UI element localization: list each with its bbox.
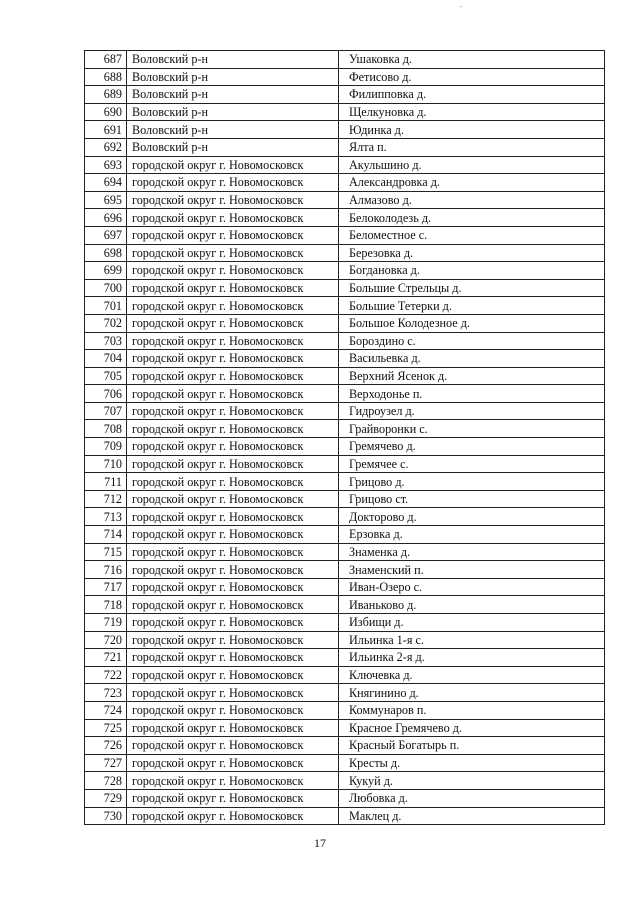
row-number-cell: 709 — [85, 438, 127, 456]
row-number-cell: 706 — [85, 385, 127, 403]
row-number-cell: 713 — [85, 508, 127, 526]
table-row — [85, 350, 605, 368]
row-number-cell: 715 — [85, 543, 127, 561]
row-number-cell: 721 — [85, 649, 127, 667]
settlement-cell: Большое Колодезное д. — [339, 314, 605, 332]
district-cell: городской округ г. Новомосковск — [127, 244, 339, 262]
district-cell: городской округ г. Новомосковск — [127, 473, 339, 491]
settlement-cell: Юдинка д. — [339, 121, 605, 139]
settlement-cell: Большие Тетерки д. — [339, 297, 605, 315]
settlement-cell: Ерзовка д. — [339, 526, 605, 544]
settlement-cell: Васильевка д. — [339, 350, 605, 368]
settlement-cell: Гремячево д. — [339, 438, 605, 456]
row-number-cell: 691 — [85, 121, 127, 139]
district-cell: городской округ г. Новомосковск — [127, 561, 339, 579]
row-number-cell: 712 — [85, 490, 127, 508]
table-row — [85, 332, 605, 350]
settlement-cell: Коммунаров п. — [339, 701, 605, 719]
row-number-cell: 699 — [85, 262, 127, 280]
district-cell: городской округ г. Новомосковск — [127, 191, 339, 209]
row-number-cell: 705 — [85, 367, 127, 385]
settlement-cell: Ялта п. — [339, 138, 605, 156]
district-cell: городской округ г. Новомосковск — [127, 174, 339, 192]
table-row — [85, 367, 605, 385]
district-cell: городской округ г. Новомосковск — [127, 719, 339, 737]
table-row — [85, 490, 605, 508]
district-cell: городской округ г. Новомосковск — [127, 596, 339, 614]
settlement-cell: Щелкуновка д. — [339, 103, 605, 121]
settlement-cell: Княгинино д. — [339, 684, 605, 702]
settlement-cell: Ильинка 2-я д. — [339, 649, 605, 667]
settlement-cell: Алмазово д. — [339, 191, 605, 209]
table-row — [85, 420, 605, 438]
settlement-cell: Александровка д. — [339, 174, 605, 192]
district-cell: городской округ г. Новомосковск — [127, 490, 339, 508]
row-number-cell: 723 — [85, 684, 127, 702]
settlement-cell: Кукуй д. — [339, 772, 605, 790]
district-cell: Воловский р-н — [127, 103, 339, 121]
settlement-cell: Грицово д. — [339, 473, 605, 491]
table-row — [85, 789, 605, 807]
row-number-cell: 708 — [85, 420, 127, 438]
row-number-cell: 693 — [85, 156, 127, 174]
district-cell: городской округ г. Новомосковск — [127, 701, 339, 719]
district-cell: городской округ г. Новомосковск — [127, 614, 339, 632]
settlement-cell: Ключевка д. — [339, 666, 605, 684]
scan-speck — [460, 6, 462, 7]
settlement-cell: Кресты д. — [339, 754, 605, 772]
table-row — [85, 279, 605, 297]
table-row — [85, 666, 605, 684]
table-row — [85, 526, 605, 544]
district-cell: городской округ г. Новомосковск — [127, 332, 339, 350]
settlement-cell: Грайворонки с. — [339, 420, 605, 438]
settlement-cell: Большие Стрельцы д. — [339, 279, 605, 297]
table-row — [85, 596, 605, 614]
table-row — [85, 262, 605, 280]
table-row — [85, 297, 605, 315]
table-row — [85, 68, 605, 86]
table-row — [85, 772, 605, 790]
row-number-cell: 726 — [85, 737, 127, 755]
district-cell: городской округ г. Новомосковск — [127, 684, 339, 702]
row-number-cell: 702 — [85, 314, 127, 332]
district-cell: городской округ г. Новомосковск — [127, 350, 339, 368]
settlement-cell: Верходонье п. — [339, 385, 605, 403]
row-number-cell: 716 — [85, 561, 127, 579]
settlement-cell: Знаменский п. — [339, 561, 605, 579]
table-row — [85, 209, 605, 227]
settlement-cell: Знаменка д. — [339, 543, 605, 561]
page-number: 17 — [314, 836, 326, 850]
row-number-cell: 689 — [85, 86, 127, 104]
settlement-cell: Избищи д. — [339, 614, 605, 632]
table-row — [85, 314, 605, 332]
district-cell: городской округ г. Новомосковск — [127, 754, 339, 772]
settlement-cell: Красное Гремячево д. — [339, 719, 605, 737]
row-number-cell: 728 — [85, 772, 127, 790]
row-number-cell: 722 — [85, 666, 127, 684]
settlement-cell: Гидроузел д. — [339, 402, 605, 420]
table-row — [85, 631, 605, 649]
row-number-cell: 700 — [85, 279, 127, 297]
row-number-cell: 688 — [85, 68, 127, 86]
district-cell: городской округ г. Новомосковск — [127, 789, 339, 807]
settlement-cell: Докторово д. — [339, 508, 605, 526]
district-cell: городской округ г. Новомосковск — [127, 385, 339, 403]
district-cell: городской округ г. Новомосковск — [127, 649, 339, 667]
district-cell: городской округ г. Новомосковск — [127, 314, 339, 332]
district-cell: городской округ г. Новомосковск — [127, 772, 339, 790]
table-row — [85, 561, 605, 579]
row-number-cell: 711 — [85, 473, 127, 491]
table-row — [85, 402, 605, 420]
settlement-cell: Грицово ст. — [339, 490, 605, 508]
table-row — [85, 719, 605, 737]
table-row — [85, 508, 605, 526]
table-row — [85, 807, 605, 825]
row-number-cell: 719 — [85, 614, 127, 632]
row-number-cell: 703 — [85, 332, 127, 350]
table-row — [85, 51, 605, 69]
row-number-cell: 698 — [85, 244, 127, 262]
row-number-cell: 695 — [85, 191, 127, 209]
row-number-cell: 720 — [85, 631, 127, 649]
district-cell: городской округ г. Новомосковск — [127, 578, 339, 596]
district-cell: городской округ г. Новомосковск — [127, 807, 339, 825]
row-number-cell: 696 — [85, 209, 127, 227]
district-cell: городской округ г. Новомосковск — [127, 508, 339, 526]
row-number-cell: 704 — [85, 350, 127, 368]
settlement-cell: Иваньково д. — [339, 596, 605, 614]
settlement-cell: Фетисово д. — [339, 68, 605, 86]
row-number-cell: 727 — [85, 754, 127, 772]
row-number-cell: 690 — [85, 103, 127, 121]
table-row — [85, 455, 605, 473]
table-row — [85, 684, 605, 702]
row-number-cell: 717 — [85, 578, 127, 596]
table-row — [85, 737, 605, 755]
row-number-cell: 687 — [85, 51, 127, 69]
district-cell: городской округ г. Новомосковск — [127, 666, 339, 684]
table-row — [85, 121, 605, 139]
table-row — [85, 138, 605, 156]
row-number-cell: 701 — [85, 297, 127, 315]
table-row — [85, 649, 605, 667]
district-cell: Воловский р-н — [127, 138, 339, 156]
table-row — [85, 754, 605, 772]
settlement-cell: Ильинка 1-я с. — [339, 631, 605, 649]
table-row — [85, 543, 605, 561]
settlement-cell: Верхний Ясенок д. — [339, 367, 605, 385]
table-row — [85, 103, 605, 121]
district-cell: городской округ г. Новомосковск — [127, 226, 339, 244]
settlement-cell: Березовка д. — [339, 244, 605, 262]
row-number-cell: 730 — [85, 807, 127, 825]
district-cell: Воловский р-н — [127, 68, 339, 86]
settlement-cell: Беломестное с. — [339, 226, 605, 244]
district-cell: городской округ г. Новомосковск — [127, 737, 339, 755]
settlement-cell: Маклец д. — [339, 807, 605, 825]
district-cell: городской округ г. Новомосковск — [127, 438, 339, 456]
district-cell: городской округ г. Новомосковск — [127, 543, 339, 561]
row-number-cell: 710 — [85, 455, 127, 473]
settlement-cell: Красный Богатырь п. — [339, 737, 605, 755]
row-number-cell: 697 — [85, 226, 127, 244]
settlement-cell: Белоколодезь д. — [339, 209, 605, 227]
settlements-table — [84, 50, 605, 825]
table-row — [85, 614, 605, 632]
table-row — [85, 244, 605, 262]
table-row — [85, 226, 605, 244]
settlements-table-body — [85, 51, 605, 825]
district-cell: городской округ г. Новомосковск — [127, 420, 339, 438]
row-number-cell: 692 — [85, 138, 127, 156]
district-cell: Воловский р-н — [127, 51, 339, 69]
row-number-cell: 725 — [85, 719, 127, 737]
district-cell: городской округ г. Новомосковск — [127, 297, 339, 315]
settlement-cell: Любовка д. — [339, 789, 605, 807]
district-cell: городской округ г. Новомосковск — [127, 209, 339, 227]
row-number-cell: 694 — [85, 174, 127, 192]
table-row — [85, 86, 605, 104]
settlement-cell: Богдановка д. — [339, 262, 605, 280]
table-row — [85, 438, 605, 456]
district-cell: городской округ г. Новомосковск — [127, 262, 339, 280]
settlement-cell: Акульшино д. — [339, 156, 605, 174]
settlement-cell: Иван-Озеро с. — [339, 578, 605, 596]
district-cell: Воловский р-н — [127, 121, 339, 139]
district-cell: городской округ г. Новомосковск — [127, 367, 339, 385]
table-row — [85, 473, 605, 491]
district-cell: городской округ г. Новомосковск — [127, 526, 339, 544]
district-cell: городской округ г. Новомосковск — [127, 455, 339, 473]
settlement-cell: Филипповка д. — [339, 86, 605, 104]
settlement-cell: Бороздино с. — [339, 332, 605, 350]
district-cell: городской округ г. Новомосковск — [127, 279, 339, 297]
table-row — [85, 191, 605, 209]
district-cell: городской округ г. Новомосковск — [127, 402, 339, 420]
settlement-cell: Гремячее с. — [339, 455, 605, 473]
table-row — [85, 385, 605, 403]
table-row — [85, 701, 605, 719]
settlement-cell: Ушаковка д. — [339, 51, 605, 69]
table-row — [85, 578, 605, 596]
row-number-cell: 729 — [85, 789, 127, 807]
row-number-cell: 714 — [85, 526, 127, 544]
row-number-cell: 724 — [85, 701, 127, 719]
district-cell: городской округ г. Новомосковск — [127, 631, 339, 649]
table-row — [85, 174, 605, 192]
row-number-cell: 707 — [85, 402, 127, 420]
district-cell: городской округ г. Новомосковск — [127, 156, 339, 174]
district-cell: Воловский р-н — [127, 86, 339, 104]
table-row — [85, 156, 605, 174]
row-number-cell: 718 — [85, 596, 127, 614]
